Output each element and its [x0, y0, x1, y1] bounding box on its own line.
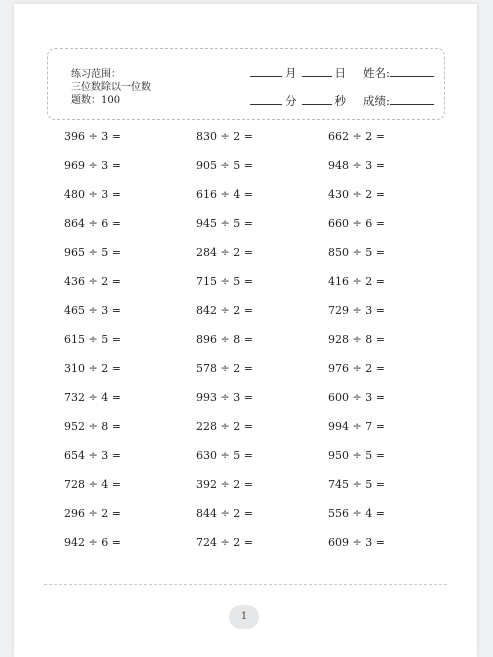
problem-item: 600 ÷ 3 =: [328, 391, 385, 404]
month-blank[interactable]: [250, 65, 282, 77]
problem-item: 616 ÷ 4 =: [196, 188, 253, 201]
problem-item: 728 ÷ 4 =: [64, 478, 121, 491]
problem-item: 952 ÷ 8 =: [64, 420, 121, 433]
problem-item: 556 ÷ 4 =: [328, 507, 385, 520]
problem-item: 842 ÷ 2 =: [196, 304, 253, 317]
second-label: 秒: [334, 94, 346, 108]
problem-item: 732 ÷ 4 =: [64, 391, 121, 404]
problem-item: 615 ÷ 5 =: [64, 333, 121, 346]
score-label: 成绩:: [363, 94, 390, 108]
problem-item: 945 ÷ 5 =: [196, 217, 253, 230]
name-blank[interactable]: [390, 65, 434, 77]
problem-item: 654 ÷ 3 =: [64, 449, 121, 462]
worksheet-page: [14, 4, 477, 657]
day-label: 日: [334, 66, 346, 80]
date-name-row: [250, 65, 434, 80]
problem-item: 850 ÷ 5 =: [328, 246, 385, 259]
problem-item: 430 ÷ 2 =: [328, 188, 385, 201]
problem-item: 662 ÷ 2 =: [328, 130, 385, 143]
problem-item: 965 ÷ 5 =: [64, 246, 121, 259]
problem-item: 715 ÷ 5 =: [196, 275, 253, 288]
problem-item: 896 ÷ 8 =: [196, 333, 253, 346]
problem-item: 729 ÷ 3 =: [328, 304, 385, 317]
problem-grid: [64, 126, 464, 561]
problem-item: 976 ÷ 2 =: [328, 362, 385, 375]
problem-item: 660 ÷ 6 =: [328, 217, 385, 230]
minute-blank[interactable]: [250, 93, 282, 105]
problem-item: 724 ÷ 2 =: [196, 536, 253, 549]
day-blank[interactable]: [302, 65, 332, 77]
problem-item: 830 ÷ 2 =: [196, 130, 253, 143]
problem-item: 928 ÷ 8 =: [328, 333, 385, 346]
worksheet-header: [47, 48, 445, 120]
time-score-row: [250, 93, 434, 108]
problem-item: 228 ÷ 2 =: [196, 420, 253, 433]
problem-item: 296 ÷ 2 =: [64, 507, 121, 520]
practice-info: [71, 68, 151, 107]
problem-count: 题数：100: [71, 95, 121, 106]
second-blank[interactable]: [302, 93, 332, 105]
problem-item: 416 ÷ 2 =: [328, 275, 385, 288]
problem-item: 942 ÷ 6 =: [64, 536, 121, 549]
problem-item: 396 ÷ 3 =: [64, 130, 121, 143]
problem-item: 905 ÷ 5 =: [196, 159, 253, 172]
problem-item: 310 ÷ 2 =: [64, 362, 121, 375]
name-label: 姓名:: [363, 66, 390, 80]
range-label: 练习范围：: [71, 69, 121, 80]
problem-item: 948 ÷ 3 =: [328, 159, 385, 172]
problem-item: 436 ÷ 2 =: [64, 275, 121, 288]
problem-item: 864 ÷ 6 =: [64, 217, 121, 230]
range-value: 三位数除以一位数: [71, 82, 151, 93]
problem-item: 465 ÷ 3 =: [64, 304, 121, 317]
score-blank[interactable]: [390, 93, 434, 105]
problem-item: 950 ÷ 5 =: [328, 449, 385, 462]
footer-divider: [44, 584, 447, 585]
problem-item: 609 ÷ 3 =: [328, 536, 385, 549]
month-label: 月: [285, 66, 297, 80]
problem-item: 993 ÷ 3 =: [196, 391, 253, 404]
page-number: 1: [229, 605, 259, 629]
problem-item: 578 ÷ 2 =: [196, 362, 253, 375]
problem-item: 994 ÷ 7 =: [328, 420, 385, 433]
problem-item: 844 ÷ 2 =: [196, 507, 253, 520]
minute-label: 分: [285, 94, 297, 108]
problem-item: 392 ÷ 2 =: [196, 478, 253, 491]
problem-item: 480 ÷ 3 =: [64, 188, 121, 201]
problem-item: 630 ÷ 5 =: [196, 449, 253, 462]
problem-item: 284 ÷ 2 =: [196, 246, 253, 259]
problem-item: 745 ÷ 5 =: [328, 478, 385, 491]
problem-item: 969 ÷ 3 =: [64, 159, 121, 172]
